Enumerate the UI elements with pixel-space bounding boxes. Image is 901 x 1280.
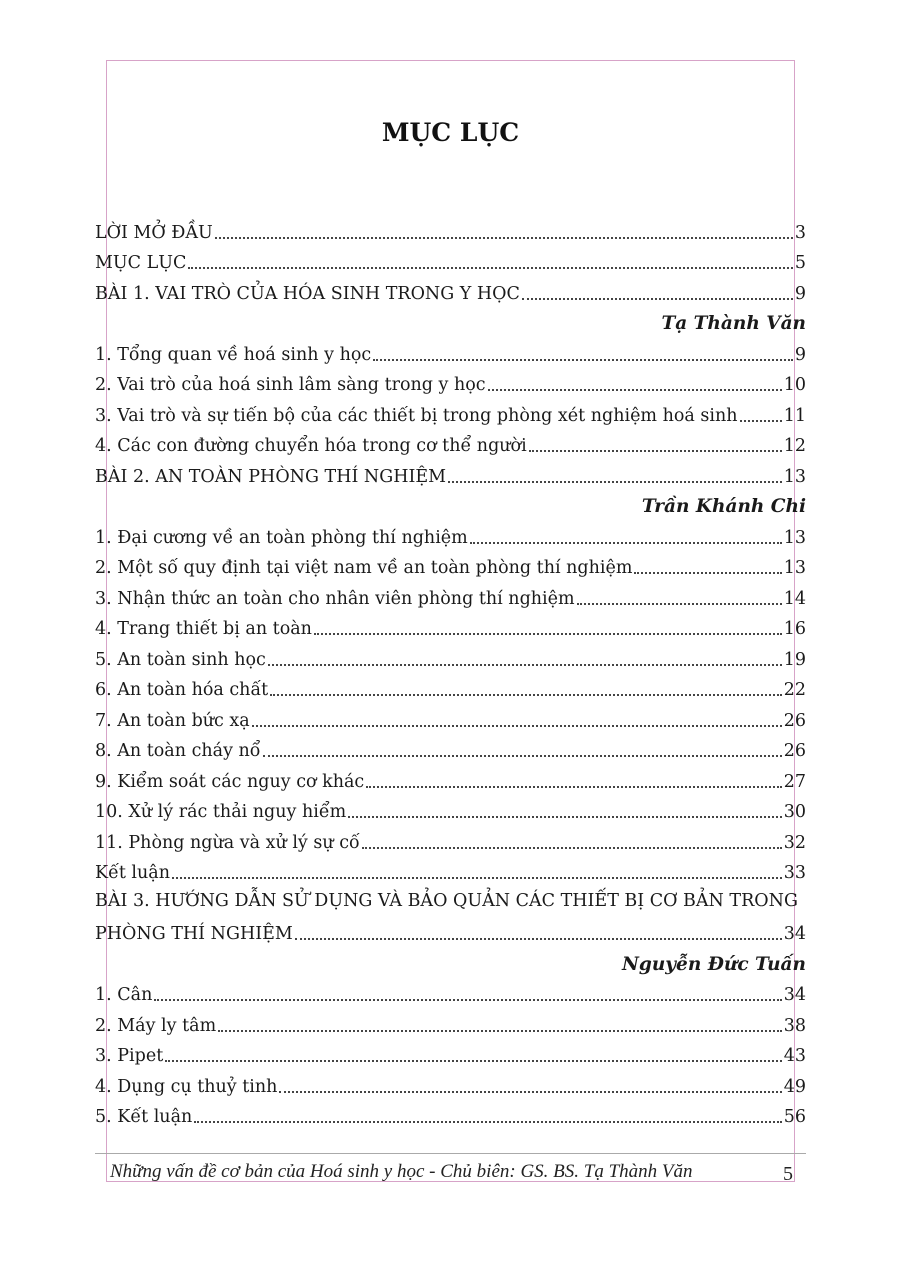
- toc-page-number: 26: [783, 741, 806, 761]
- toc-entry: [95, 701, 806, 732]
- footer-divider: [95, 1153, 806, 1154]
- toc-dot-leader: [373, 358, 793, 361]
- toc-entry: [95, 244, 806, 275]
- toc-entry: [95, 427, 806, 458]
- toc-dot-leader: [165, 1059, 781, 1062]
- toc-page-number: 14: [783, 588, 806, 609]
- toc-entry-line2: [95, 915, 806, 946]
- toc-entry: [95, 396, 806, 427]
- toc-entry-label: 11. Phòng ngừa và xử lý sự cố: [95, 832, 360, 853]
- toc-entry: [95, 1006, 806, 1037]
- toc-entry-label: 3. Nhận thức an toàn cho nhân viên phòng thí nghiệm: [95, 588, 575, 609]
- toc-page-number: 9: [794, 283, 806, 304]
- toc-dot-leader: [270, 693, 782, 696]
- toc-entry: [95, 366, 806, 397]
- toc-entry: [95, 274, 806, 305]
- toc-entry-label: 10. Xử lý rác thải nguy hiểm: [95, 802, 347, 822]
- toc-dot-leader: [194, 1120, 781, 1123]
- toc-dot-leader: [634, 571, 781, 574]
- toc-entry-label: PHÒNG THÍ NGHIỆM: [95, 924, 293, 944]
- toc-entry-label: Kết luận: [95, 863, 171, 883]
- toc-dot-leader: [314, 632, 782, 635]
- toc-entry: [95, 793, 806, 824]
- toc-dot-leader: [218, 1029, 782, 1032]
- toc-page-number: 16: [783, 619, 806, 639]
- toc-entry: [95, 762, 806, 793]
- toc-dot-leader: [740, 419, 782, 422]
- toc-entry-label: 6. An toàn hóa chất: [95, 680, 269, 700]
- toc-entry-label: BÀI 1. VAI TRÒ CỦA HÓA SINH TRONG Y HỌC: [95, 283, 520, 304]
- toc-entry-label: 8. An toàn cháy nổ: [95, 741, 261, 761]
- toc-author: [95, 945, 806, 976]
- toc-entry: [95, 1067, 806, 1098]
- toc-entry-label: 2. Một số quy định tại việt nam về an toàn phòng thí nghiệm: [95, 558, 633, 578]
- toc-entry-label: 1. Cân: [95, 985, 153, 1005]
- toc-entry-label: 2. Vai trò của hoá sinh lâm sàng trong y học: [95, 375, 486, 395]
- toc-dot-leader: [448, 480, 782, 483]
- footer-page-number: 5: [783, 1163, 793, 1185]
- toc-entry-label: 1. Đại cương về an toàn phòng thí nghiệm: [95, 527, 468, 548]
- toc-page-number: 56: [783, 1107, 806, 1127]
- toc-page-number: 49: [783, 1076, 806, 1097]
- toc-entry: [95, 1037, 806, 1068]
- toc-entry: [95, 640, 806, 671]
- toc-page-number: 12: [783, 436, 806, 456]
- toc-entry: [95, 335, 806, 366]
- toc-dot-leader: [366, 785, 782, 788]
- toc-entry-label: LỜI MỞ ĐẦU: [95, 222, 213, 243]
- toc-page-number: 34: [783, 924, 806, 944]
- toc-entry: [95, 549, 806, 580]
- toc-author-name: Tạ Thành Văn: [661, 313, 806, 334]
- toc-entry-label: 5. An toàn sinh học: [95, 649, 266, 670]
- page-title: MỤC LỤC: [381, 118, 520, 147]
- toc-entry: [95, 213, 806, 244]
- toc-entry-label: 4. Dụng cụ thuỷ tinh: [95, 1076, 278, 1097]
- toc-dot-leader: [295, 937, 782, 940]
- toc-page-number: 38: [783, 1015, 806, 1036]
- toc-dot-leader: [529, 449, 782, 452]
- toc-entry-label: MỤC LỤC: [95, 253, 187, 273]
- toc-dot-leader: [154, 998, 781, 1001]
- toc-dot-leader: [268, 663, 782, 666]
- toc-page-number: 34: [783, 985, 806, 1005]
- toc-dot-leader: [470, 541, 782, 544]
- toc-page-number: 11: [783, 405, 806, 426]
- toc-author: [95, 488, 806, 519]
- toc-entry-label: 2. Máy ly tâm: [95, 1015, 217, 1036]
- toc-entry: [95, 884, 806, 945]
- toc-dot-leader: [577, 602, 782, 605]
- toc-dot-leader: [252, 724, 782, 727]
- toc-entry-label: BÀI 2. AN TOÀN PHÒNG THÍ NGHIỆM: [95, 466, 447, 487]
- toc-entry: [95, 976, 806, 1007]
- toc-dot-leader: [348, 815, 782, 818]
- toc-dot-leader: [522, 297, 793, 300]
- toc-page-number: 5: [794, 253, 806, 273]
- toc-entry-label: 3. Pipet: [95, 1046, 164, 1066]
- toc-page-number: 26: [783, 710, 806, 731]
- toc-page-number: 30: [783, 802, 806, 822]
- toc-dot-leader: [172, 876, 782, 879]
- toc-page-number: 13: [783, 527, 806, 548]
- toc-page-number: 9: [794, 344, 806, 365]
- toc-page-number: 43: [783, 1046, 806, 1066]
- toc-page-number: 22: [783, 680, 806, 700]
- toc-author-name: Nguyễn Đức Tuấn: [622, 953, 806, 975]
- toc-author-name: Trần Khánh Chi: [641, 496, 806, 517]
- toc-page-number: 32: [783, 832, 806, 853]
- toc-entry: [95, 671, 806, 702]
- toc-entry-label: 9. Kiểm soát các nguy cơ khác: [95, 771, 365, 792]
- toc-page-number: 33: [783, 863, 806, 883]
- toc-entry: [95, 518, 806, 549]
- table-of-contents: [95, 213, 806, 1128]
- toc-page-number: 19: [783, 649, 806, 670]
- toc-dot-leader: [263, 754, 782, 757]
- toc-page-number: 3: [794, 222, 806, 243]
- toc-entry-label: 7. An toàn bức xạ: [95, 710, 250, 731]
- toc-dot-leader: [215, 236, 793, 239]
- toc-entry: [95, 1098, 806, 1129]
- toc-entry: [95, 610, 806, 641]
- toc-page-number: 13: [783, 558, 806, 578]
- toc-entry: [95, 732, 806, 763]
- toc-dot-leader: [362, 846, 782, 849]
- toc-page-number: 10: [783, 375, 806, 395]
- toc-author: [95, 305, 806, 336]
- toc-dot-leader: [188, 266, 792, 269]
- toc-entry-label-line1: BÀI 3. HƯỚNG DẪN SỬ DỤNG VÀ BẢO QUẢN CÁC THIẾT BỊ CƠ BẢN TRONG: [95, 890, 798, 911]
- footer-text: Những vấn đề cơ bản của Hoá sinh y học - Chủ biên: GS. BS. Tạ Thành Văn: [110, 1161, 693, 1182]
- toc-entry-label: 3. Vai trò và sự tiến bộ của các thiết bị trong phòng xét nghiệm hoá sinh: [95, 405, 738, 426]
- toc-page-number: 13: [783, 466, 806, 487]
- toc-dot-leader: [279, 1090, 781, 1093]
- toc-entry: [95, 457, 806, 488]
- toc-entry-label: 4. Các con đường chuyển hóa trong cơ thể người: [95, 436, 527, 456]
- toc-entry-label: 5. Kết luận: [95, 1107, 193, 1127]
- toc-entry-label: 4. Trang thiết bị an toàn: [95, 619, 312, 639]
- toc-entry-label: 1. Tổng quan về hoá sinh y học: [95, 344, 372, 365]
- toc-entry: [95, 823, 806, 854]
- toc-dot-leader: [488, 388, 782, 391]
- toc-entry: [95, 579, 806, 610]
- toc-page-number: 27: [783, 771, 806, 792]
- toc-entry: [95, 854, 806, 885]
